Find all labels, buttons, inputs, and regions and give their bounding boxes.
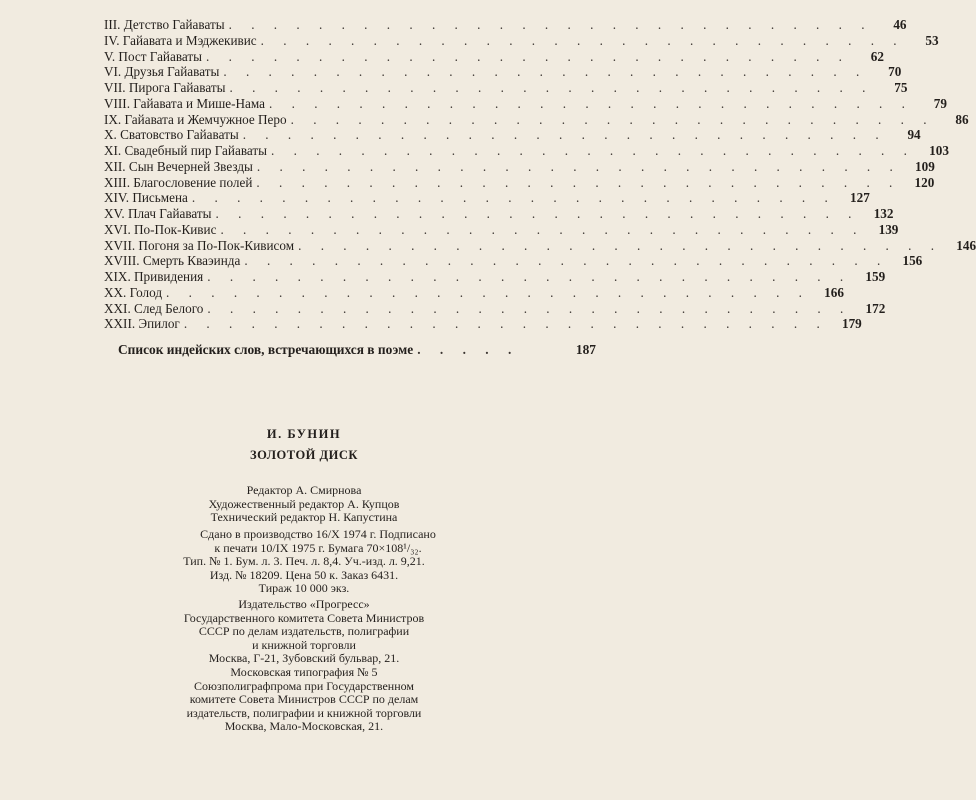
toc-entry-title: XIII. Благословение полей [104, 174, 253, 190]
printer-line: Московская типография № 5 [230, 665, 378, 679]
editor-line: Художественный редактор А. Купцов [208, 496, 400, 511]
printer-line: Союзполиграфпрома при Государственном [193, 678, 414, 693]
toc-entry-title: XVIII. Смерть Кваэинда [104, 253, 241, 269]
toc-row [104, 158, 935, 175]
dot-leader: . . . . . . . . . . . . . . . . . . . . . . . . . . . . . [242, 127, 887, 143]
toc-page-number: 187 [575, 342, 596, 357]
toc-entry-title: VIII. Гайавата и Мише-Нама [104, 95, 266, 111]
dot-leader: . . . . . . . . . . . . . . . . . . . . . . . . . . . . . [271, 143, 915, 158]
toc-page-number: 156 [902, 253, 923, 269]
toc-page-number: 172 [865, 300, 886, 316]
toc-row [104, 237, 976, 254]
toc-row [104, 80, 908, 96]
dot-leader: . . . . . . . . . . . . . . . . . . . . . . . . . . . . . [229, 80, 874, 95]
toc-row [104, 284, 844, 301]
toc-page-number: 94 [907, 127, 921, 143]
publisher-line: Государственного комитета Совета Министров [183, 610, 425, 625]
toc-page-number: 70 [888, 64, 902, 80]
publisher-block [0, 598, 608, 666]
toc-row [104, 174, 935, 191]
toc-entry-title: X. Сватовство Гайаваты [104, 127, 239, 143]
toc-entry-title: III. Детство Гайаваты [104, 17, 225, 32]
dot-leader: . . . . . . . . . . . . . . . . . . . . . . . . . . . . . [256, 158, 901, 174]
toc-page-number: 75 [894, 80, 908, 95]
toc-page-number: 120 [914, 174, 935, 190]
dot-leader: . . . . . . . . . . . . . . . . . . . . . . . . . . . . . [260, 32, 905, 48]
toc-page-number: 46 [893, 17, 907, 32]
toc-row [104, 300, 886, 317]
print-info-line: к печати 10/IX 1975 г. Бумага 70×108¹/₃₂. [214, 540, 422, 555]
dot-leader: . . . . . . . . . . . . . . . . . . . . . . . . . . . . . [207, 300, 852, 316]
toc-row [104, 190, 870, 206]
toc-row [104, 253, 923, 269]
print-info-line: Тип. № 1. Бум. л. 3. Печ. л. 8,4. Уч.-изд. л. 9,21. [183, 554, 425, 568]
dot-leader: . . . . . . . . . . . . . . . . . . . . . . . . . . . . . [166, 284, 810, 300]
printer-block [0, 666, 608, 734]
toc-entry-title: XI. Свадебный пир Гайаваты [104, 143, 268, 158]
toc-entry-title: IX. Гайавата и Жемчужное Перо [104, 111, 287, 127]
print-info-block [0, 528, 608, 596]
toc-row [104, 32, 939, 49]
toc-page-number: 132 [873, 206, 894, 221]
editors-block [0, 484, 608, 525]
print-info-line: Изд. № 18209. Цена 50 к. Заказ 6431. [209, 567, 399, 582]
dot-leader: . . . . . . . . . . . . . . . . . . . . . . . . . . . . . [191, 190, 836, 206]
dot-leader: . . . . . . . . . . . . . . . . . . . . . . . . . . . . . [290, 111, 935, 127]
publisher-line: Москва, Г-21, Зубовский бульвар, 21. [208, 651, 400, 665]
printer-line: издательств, полиграфии и книжной торговли [186, 705, 422, 720]
dot-leader: . . . . . . . . . . . . . . . . . . . . . . . . . . . . . [223, 64, 868, 80]
toc-page-number: 146 [956, 237, 976, 253]
printer-line: комитете Совета Министров СССР по делам [189, 692, 419, 706]
toc-page-number: 159 [865, 269, 886, 284]
author-name: И. БУНИН [266, 427, 342, 441]
book-title: ЗОЛОТОЙ ДИСК [250, 448, 358, 462]
glossary-entry [118, 342, 596, 358]
editor-line: Редактор А. Смирнова [246, 483, 362, 497]
dot-leader: . . . . . . . . . . . . . . . . . . . . . . . . . . . . . [206, 48, 850, 64]
dot-leader: . . . . . . . . . . . . . . . . . . . . . . . . . . . . . [244, 253, 889, 269]
toc-row [104, 127, 921, 143]
print-info-line: Сдано в производство 16/X 1974 г. Подписано [200, 527, 436, 541]
toc-entry-title: XIX. Привидения [104, 269, 204, 284]
toc-row [104, 143, 949, 159]
toc-entry-title: XV. Плач Гайаваты [104, 206, 212, 221]
toc-page-number: 179 [841, 316, 862, 332]
dot-leader: . . . . . . . . . . . . . . . . . . . . . . . . . . . . . [207, 269, 852, 284]
toc-row [118, 342, 596, 358]
toc-page-number: 103 [929, 143, 949, 158]
toc-page-number: 79 [933, 95, 947, 111]
toc-page-number: 62 [870, 48, 884, 64]
toc-entry-title: IV. Гайавата и Мэджекивис [104, 32, 257, 48]
publisher-line: СССР по делам издательств, полиграфии [198, 624, 410, 638]
toc-entry-title: Список индейских слов, встречающихся в поэме [118, 342, 414, 357]
toc-row [104, 17, 907, 33]
toc-entry-title: XXII. Эпилог [104, 316, 180, 332]
toc-entry-title: XX. Голод [104, 284, 163, 300]
dot-leader: . . . . . [417, 342, 520, 357]
toc-row [104, 111, 969, 128]
publisher-line: Издательство «Прогресс» [238, 597, 370, 611]
toc-row [104, 269, 886, 285]
dot-leader: . . . . . . . . . . . . . . . . . . . . . . . . . . . . . [183, 316, 828, 332]
toc-page-number: 166 [824, 284, 844, 300]
toc-page-number: 139 [878, 221, 899, 237]
toc-page-number: 127 [850, 190, 870, 206]
toc-entry-title: VI. Друзья Гайаваты [104, 64, 220, 80]
dot-leader: . . . . . . . . . . . . . . . . . . . . . . . . . . . . . [228, 17, 873, 32]
toc-entry-title: XXI. След Белого [104, 300, 204, 316]
toc-page-number: 53 [925, 32, 939, 48]
table-of-contents [104, 17, 976, 332]
publisher-line: и книжной торговли [252, 637, 356, 652]
toc-entry-title: XIV. Письмена [104, 190, 188, 206]
dot-leader: . . . . . . . . . . . . . . . . . . . . . . . . . . . . . [220, 221, 865, 237]
print-info-line: Тираж 10 000 экз. [258, 581, 350, 595]
toc-entry-title: XVI. По-Пок-Кивис [104, 221, 217, 237]
printer-line: Москва, Мало-Московская, 21. [224, 719, 384, 733]
toc-row [104, 206, 894, 222]
toc-row [104, 48, 884, 65]
toc-row [104, 64, 902, 80]
dot-leader: . . . . . . . . . . . . . . . . . . . . . . . . . . . . . [256, 174, 901, 190]
toc-page-number: 86 [955, 111, 969, 127]
toc-entry-title: V. Пост Гайаваты [104, 48, 203, 64]
editor-line: Технический редактор Н. Капустина [210, 510, 398, 524]
toc-row [104, 221, 899, 238]
toc-row [104, 95, 947, 112]
dot-leader: . . . . . . . . . . . . . . . . . . . . . . . . . . . . . [269, 95, 913, 111]
dot-leader: . . . . . . . . . . . . . . . . . . . . . . . . . . . . . [215, 206, 860, 221]
toc-page-number: 109 [915, 158, 935, 174]
toc-row [104, 316, 862, 332]
toc-entry-title: XII. Сын Вечерней Звезды [104, 158, 253, 174]
dot-leader: . . . . . . . . . . . . . . . . . . . . . . . . . . . . . [298, 237, 943, 253]
toc-entry-title: XVII. Погоня за По-Пок-Кивисом [104, 237, 295, 253]
toc-entry-title: VII. Пирога Гайаваты [104, 80, 226, 95]
